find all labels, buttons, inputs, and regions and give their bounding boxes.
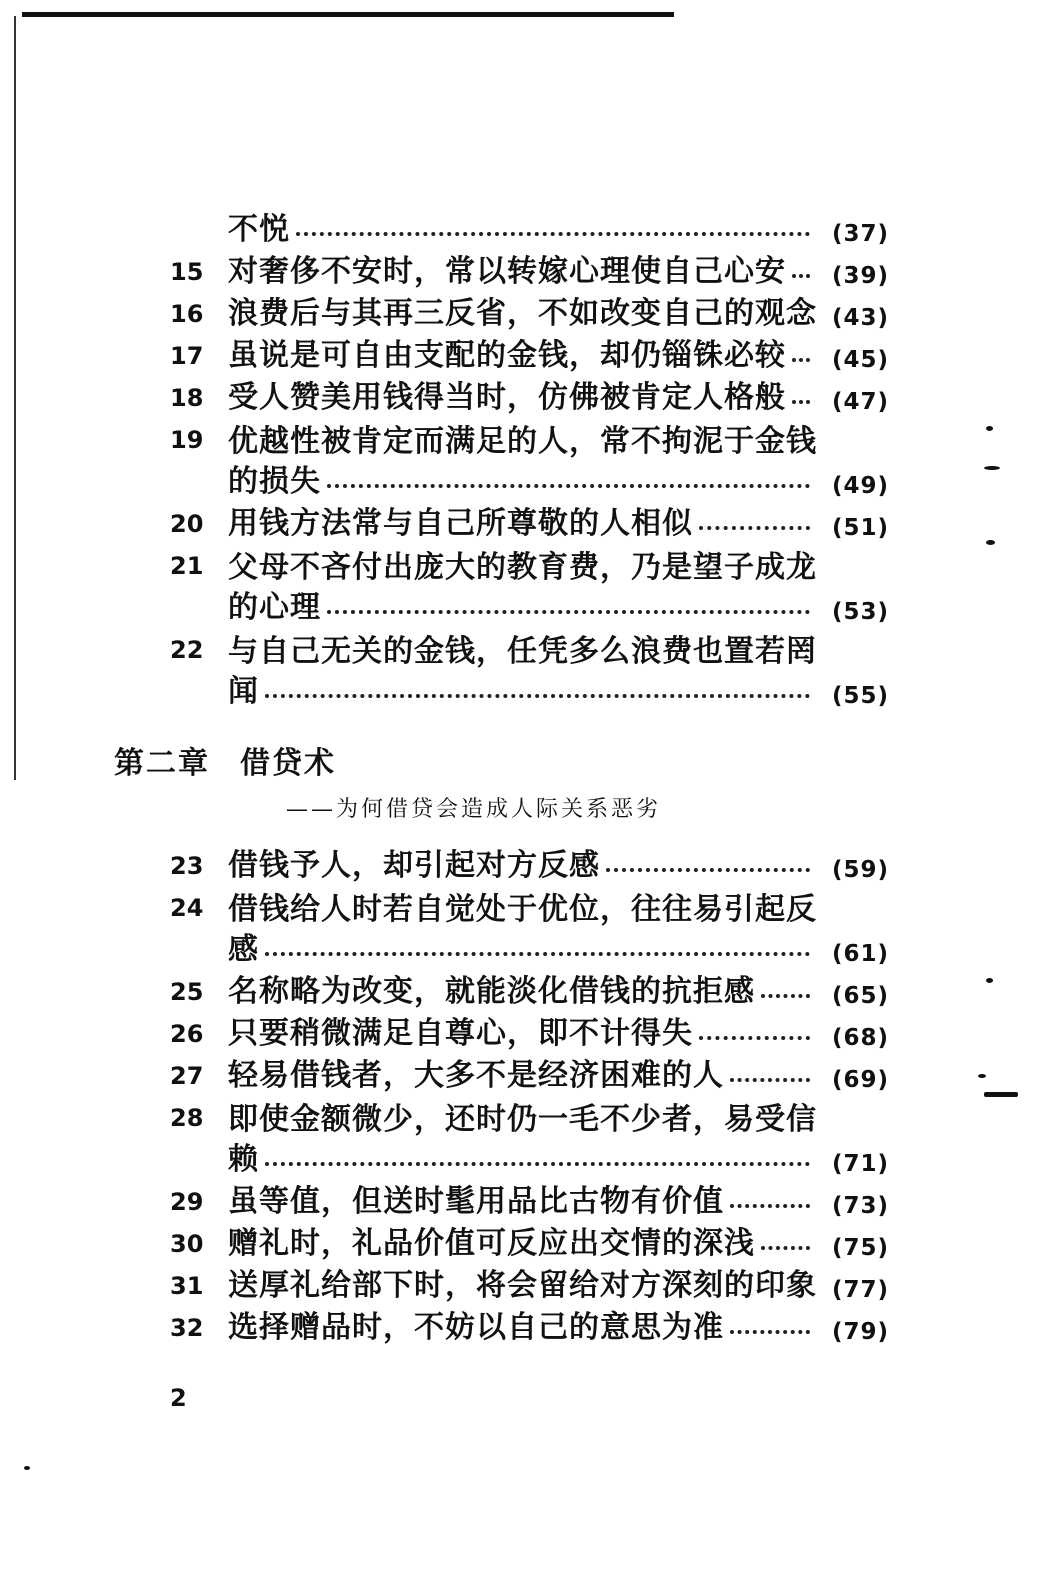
entry-title: 感 <box>228 932 259 967</box>
toc-entry <box>0 1268 1055 1312</box>
toc-entry <box>0 380 1055 424</box>
toc-entry <box>0 590 1055 634</box>
toc-entry <box>0 1100 1055 1144</box>
entry-leader <box>228 380 818 415</box>
dot-leader <box>761 1246 810 1250</box>
entry-title: 的损失 <box>228 464 321 499</box>
entry-number: 28 <box>170 1104 204 1132</box>
entry-title: 赠礼时，礼品价值可反应出交情的深浅 <box>228 1226 755 1261</box>
toc-entry <box>0 848 1055 892</box>
chapter-subtitle: ——为何借贷会造成人际关系恶劣 <box>286 797 662 822</box>
scan-speck <box>984 466 1000 470</box>
entry-number: 16 <box>170 300 204 328</box>
entry-leader <box>228 338 818 373</box>
toc-entry <box>0 632 1055 676</box>
entry-number: 32 <box>170 1314 204 1342</box>
top-border-rule <box>22 12 674 17</box>
page-number: 2 <box>170 1384 187 1412</box>
entry-number: 17 <box>170 342 204 370</box>
dot-leader <box>699 1036 810 1040</box>
entry-leader <box>228 932 818 967</box>
toc-entry <box>0 1310 1055 1354</box>
entry-page: (71) <box>832 1151 890 1177</box>
entry-page: (47) <box>832 389 890 415</box>
entry-number: 21 <box>170 552 204 580</box>
scan-speck <box>986 978 993 983</box>
entry-number: 24 <box>170 894 204 922</box>
entry-page: (69) <box>832 1067 890 1093</box>
toc-entry <box>0 1142 1055 1186</box>
entry-leader <box>228 212 818 247</box>
entry-number: 31 <box>170 1272 204 1300</box>
entry-number: 18 <box>170 384 204 412</box>
entry-title: 选择赠品时，不妨以自己的意思为准 <box>228 1310 724 1345</box>
entry-number: 20 <box>170 510 204 538</box>
toc-entry <box>0 506 1055 550</box>
toc-entry <box>0 254 1055 298</box>
dot-leader <box>761 994 810 998</box>
entry-page: (68) <box>832 1025 890 1051</box>
entry-leader <box>228 506 818 541</box>
dot-leader <box>265 694 810 698</box>
entry-title: 赖 <box>228 1142 259 1177</box>
entry-title: 送厚礼给部下时，将会留给对方深刻的印象 <box>228 1268 817 1303</box>
toc-entry <box>0 296 1055 340</box>
entry-page: (51) <box>832 515 890 541</box>
entry-number: 25 <box>170 978 204 1006</box>
entry-number: 30 <box>170 1230 204 1258</box>
entry-title: 的心理 <box>228 590 321 625</box>
entry-number: 29 <box>170 1188 204 1216</box>
entry-number: 23 <box>170 852 204 880</box>
entry-title: 名称略为改变，就能淡化借钱的抗拒感 <box>228 974 755 1009</box>
entry-title: 浪费后与其再三反省，不如改变自己的观念 <box>228 296 817 331</box>
dot-leader <box>792 274 810 278</box>
entry-leader <box>228 1142 818 1177</box>
toc-entry <box>0 548 1055 592</box>
entry-page: (49) <box>832 473 890 499</box>
dot-leader <box>699 526 810 530</box>
dot-leader <box>327 484 810 488</box>
entry-title: 优越性被肯定而满足的人，常不拘泥于金钱 <box>228 424 817 459</box>
toc-entry <box>0 674 1055 718</box>
chapter-label: 第二章 <box>114 746 210 781</box>
entry-title: 只要稍微满足自尊心，即不计得失 <box>228 1016 693 1051</box>
entry-title: 借钱予人，却引起对方反感 <box>228 848 600 883</box>
entry-title: 借钱给人时若自觉处于优位，往往易引起反 <box>228 892 817 927</box>
dot-leader <box>792 400 810 404</box>
entry-leader <box>228 590 818 625</box>
entry-page: (39) <box>832 263 890 289</box>
entry-title: 虽说是可自由支配的金钱，却仍锱铢必较 <box>228 338 786 373</box>
toc-entry <box>0 974 1055 1018</box>
toc-entry <box>0 212 1055 256</box>
entry-leader <box>228 674 818 709</box>
entry-number: 19 <box>170 426 204 454</box>
entry-page: (43) <box>832 305 890 331</box>
toc-entry <box>0 338 1055 382</box>
dot-leader <box>792 358 810 362</box>
entry-title: 虽等值，但送时髦用品比古物有价值 <box>228 1184 724 1219</box>
entry-page: (75) <box>832 1235 890 1261</box>
chapter-title: 借贷术 <box>240 746 336 781</box>
entry-number: 27 <box>170 1062 204 1090</box>
entry-number: 26 <box>170 1020 204 1048</box>
toc-entry <box>0 1226 1055 1270</box>
entry-title: 不悦 <box>228 212 290 247</box>
entry-page: (79) <box>832 1319 890 1345</box>
toc-entry <box>0 890 1055 934</box>
dot-leader <box>730 1330 810 1334</box>
entry-leader <box>228 848 818 883</box>
entry-leader <box>228 254 818 289</box>
entry-title: 与自己无关的金钱，任凭多么浪费也置若罔 <box>228 634 817 669</box>
entry-title: 轻易借钱者，大多不是经济困难的人 <box>228 1058 724 1093</box>
dot-leader <box>265 1162 810 1166</box>
dot-leader <box>327 610 810 614</box>
entry-title: 父母不吝付出庞大的教育费，乃是望子成龙 <box>228 550 817 585</box>
entry-title: 受人赞美用钱得当时，仿佛被肯定人格般 <box>228 380 786 415</box>
entry-leader <box>228 464 818 499</box>
toc-entry <box>0 1184 1055 1228</box>
entry-leader <box>228 974 818 1009</box>
entry-leader <box>228 1226 818 1261</box>
entry-leader <box>228 1310 818 1345</box>
entry-number: 22 <box>170 636 204 664</box>
toc-entry <box>0 422 1055 466</box>
entry-number: 15 <box>170 258 204 286</box>
entry-leader <box>228 296 818 331</box>
entry-leader <box>228 1058 818 1093</box>
entry-page: (77) <box>832 1277 890 1303</box>
entry-page: (55) <box>832 683 890 709</box>
scan-speck <box>986 426 993 431</box>
scan-speck <box>978 1074 986 1078</box>
entry-title: 对奢侈不安时，常以转嫁心理使自己心安 <box>228 254 786 289</box>
entry-title: 即使金额微少，还时仍一毛不少者，易受信 <box>228 1102 817 1137</box>
scan-speck <box>984 1092 1018 1097</box>
entry-leader <box>228 1268 818 1303</box>
entry-page: (65) <box>832 983 890 1009</box>
dot-leader <box>606 868 810 872</box>
entry-title: 用钱方法常与自己所尊敬的人相似 <box>228 506 693 541</box>
entry-page: (61) <box>832 941 890 967</box>
entry-page: (37) <box>832 221 890 247</box>
scan-speck <box>986 540 995 545</box>
entry-page: (73) <box>832 1193 890 1219</box>
dot-leader <box>730 1204 810 1208</box>
dot-leader <box>265 952 810 956</box>
entry-leader <box>228 1016 818 1051</box>
entry-page: (45) <box>832 347 890 373</box>
toc-entry <box>0 464 1055 508</box>
dot-leader <box>296 232 810 236</box>
entry-page: (59) <box>832 857 890 883</box>
entry-leader <box>228 1184 818 1219</box>
entry-page: (53) <box>832 599 890 625</box>
toc-entry <box>0 1016 1055 1060</box>
toc-entry <box>0 1058 1055 1102</box>
toc-entry <box>0 932 1055 976</box>
entry-title: 闻 <box>228 674 259 709</box>
scan-speck <box>24 1466 30 1470</box>
chapter-heading <box>114 738 336 782</box>
dot-leader <box>730 1078 810 1082</box>
